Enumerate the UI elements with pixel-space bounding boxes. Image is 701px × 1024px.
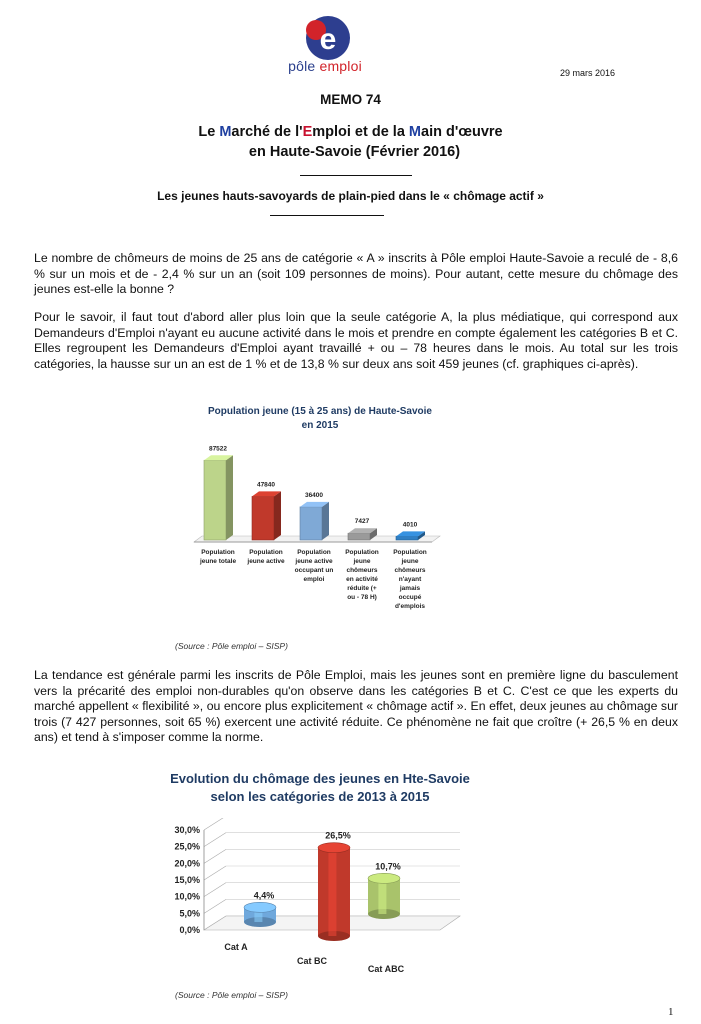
chart2-ytick-label: 15,0% (174, 875, 200, 885)
chart1-bar (252, 496, 274, 540)
chart1-category-label: en activité (346, 576, 378, 583)
chart1-value-label: 47840 (256, 481, 276, 489)
chart1-bar-side (322, 502, 329, 540)
chart2-gridline-side (204, 899, 226, 913)
chart1-category-label: Population (297, 549, 331, 556)
chart2-cylinder-top (318, 843, 350, 853)
chart1-category-label: d'emplois (394, 603, 426, 610)
document-title-line2: en Haute-Savoie (Février 2016) (248, 144, 461, 160)
title-divider (300, 175, 412, 176)
chart2-evolution-chomage (160, 818, 470, 988)
chart2-cylinder-top (244, 902, 276, 912)
chart2-gridline-side (204, 849, 226, 863)
chart1-bar (204, 460, 226, 540)
chart1-category-label: emploi (303, 576, 325, 583)
document-date: 29 mars 2016 (560, 68, 616, 78)
document-title: Le Marché de l'Emploi et de la Main d'œuvre (198, 124, 503, 140)
chart1-category-label: Population (201, 549, 235, 556)
chart2-cylinder-top (368, 873, 400, 883)
chart1-category-label: jamais (399, 585, 421, 592)
chart2-ytick-label: 20,0% (174, 858, 200, 869)
chart1-category-label: jeune totale (199, 558, 237, 565)
chart1-category-label: chômeurs (394, 567, 426, 574)
chart1-category-label: Population (345, 549, 379, 556)
chart2-cylinder-highlight (328, 848, 336, 936)
subtitle-divider (270, 215, 384, 216)
chart1-bar-side (226, 455, 233, 540)
chart1-bar (300, 507, 322, 540)
chart1-source: (Source : Pôle emploi – SISP) (175, 641, 288, 651)
page-number: 1 (668, 1006, 674, 1018)
paragraph-1: Le nombre de chômeurs de moins de 25 ans de catégorie « A » inscrits à Pôle emploi Haute-Savoie a reculé de - 8,6 % sur un mois et de - 2,4 % sur un an (soit 109 personnes de moins). Pour autant, cette mesure du chômage des jeunes est-elle la bonne ? (34, 251, 678, 297)
chart2-category-label: Cat A (224, 942, 248, 952)
chart1-category-label: jeune (401, 558, 419, 565)
chart1-category-label: jeune active (247, 558, 285, 565)
chart2-ytick-label: 0,0% (179, 925, 200, 935)
chart2-value-label: 26,5% (325, 830, 351, 841)
chart1-category-label: chômeurs (346, 567, 378, 574)
paragraph-2: Pour le savoir, il faut tout d'abord aller plus loin que la seule catégorie A, la plus médiatique, qui correspond aux Demandeurs d'Emploi n'ayant eu aucune activité dans le mois et prendre en compte également les catégories B et C. Elles regroupent les Demandeurs d'Emploi ayant travaillé + ou – 78 heures dans le mois. Au total sur les trois catégories, la hausse sur un an est de 1 % et de 13,8 % sur deux ans soit 459 jeunes (cf. graphiques ci-après). (34, 310, 678, 371)
chart2-ytick-label: 5,0% (179, 908, 200, 919)
brand-name: pôle emploi (288, 58, 362, 74)
paragraph-3: La tendance est générale parmi les inscrits de Pôle Emploi, mais les jeunes sont en première ligne du basculement vers la précarité des emploi non-durables qu'on observe dans les catégories B et C. C'est ce que les experts du marché appellent « flexibilité », ou encore plus explicitement « chômage actif ». En effet, deux jeunes au chômage sur trois (7 427 personnes, soit 65 %) exercent une activité réduite. Ce phénomène ne fait que croître (+ 26,5 % en deux ans) et tend à s'imposer comme la norme. (34, 668, 678, 745)
chart1-category-label: n'ayant (398, 576, 422, 583)
chart1-category-label: Population (249, 549, 283, 556)
chart1-value-label: 7427 (354, 518, 370, 526)
chart1-population-jeune (190, 440, 460, 640)
chart2-source: (Source : Pôle emploi – SISP) (175, 990, 288, 1000)
chart1-category-label: Population (393, 549, 427, 556)
chart1-category-label: ou - 78 H) (347, 594, 377, 601)
chart1-value-label: 87522 (208, 445, 228, 453)
chart1-category-label: réduite (+ (347, 585, 377, 592)
chart2-gridline-side (204, 866, 226, 880)
chart2-gridline-side (204, 833, 226, 847)
chart1-bar-side (274, 491, 281, 540)
document-subtitle: Les jeunes hauts-savoyards de plain-pied dans le « chômage actif » (157, 189, 544, 203)
chart1-bar (396, 536, 418, 540)
chart2-gridline-side (204, 883, 226, 897)
chart2-ytick-label: 30,0% (174, 825, 200, 835)
chart2-value-label: 10,7% (375, 861, 401, 872)
chart2-category-label: Cat ABC (367, 964, 405, 974)
chart1-category-label: occupé (398, 594, 422, 601)
svg-text:e: e (319, 23, 337, 56)
chart1-title: Population jeune (15 à 25 ans) de Haute-Savoie en 2015 (208, 406, 432, 431)
chart2-ytick-label: 25,0% (174, 841, 200, 852)
chart1-category-label: jeune (353, 558, 371, 565)
chart2-ytick-label: 10,0% (174, 891, 200, 902)
chart1-category-label: occupant un (294, 567, 334, 574)
chart2-title: Evolution du chômage des jeunes en Hte-Savoie selon les catégories de 2013 à 2015 (170, 771, 470, 804)
chart1-bar (348, 533, 370, 540)
chart1-value-label: 36400 (304, 491, 324, 499)
chart2-gridline-side (204, 818, 226, 830)
chart2-cylinder-highlight (378, 878, 386, 914)
chart2-value-label: 4,4% (253, 890, 275, 901)
chart1-category-label: jeune active (295, 558, 333, 565)
chart2-category-label: Cat BC (296, 956, 328, 966)
chart1-value-label: 4010 (402, 521, 418, 529)
memo-number: MEMO 74 (320, 92, 381, 107)
